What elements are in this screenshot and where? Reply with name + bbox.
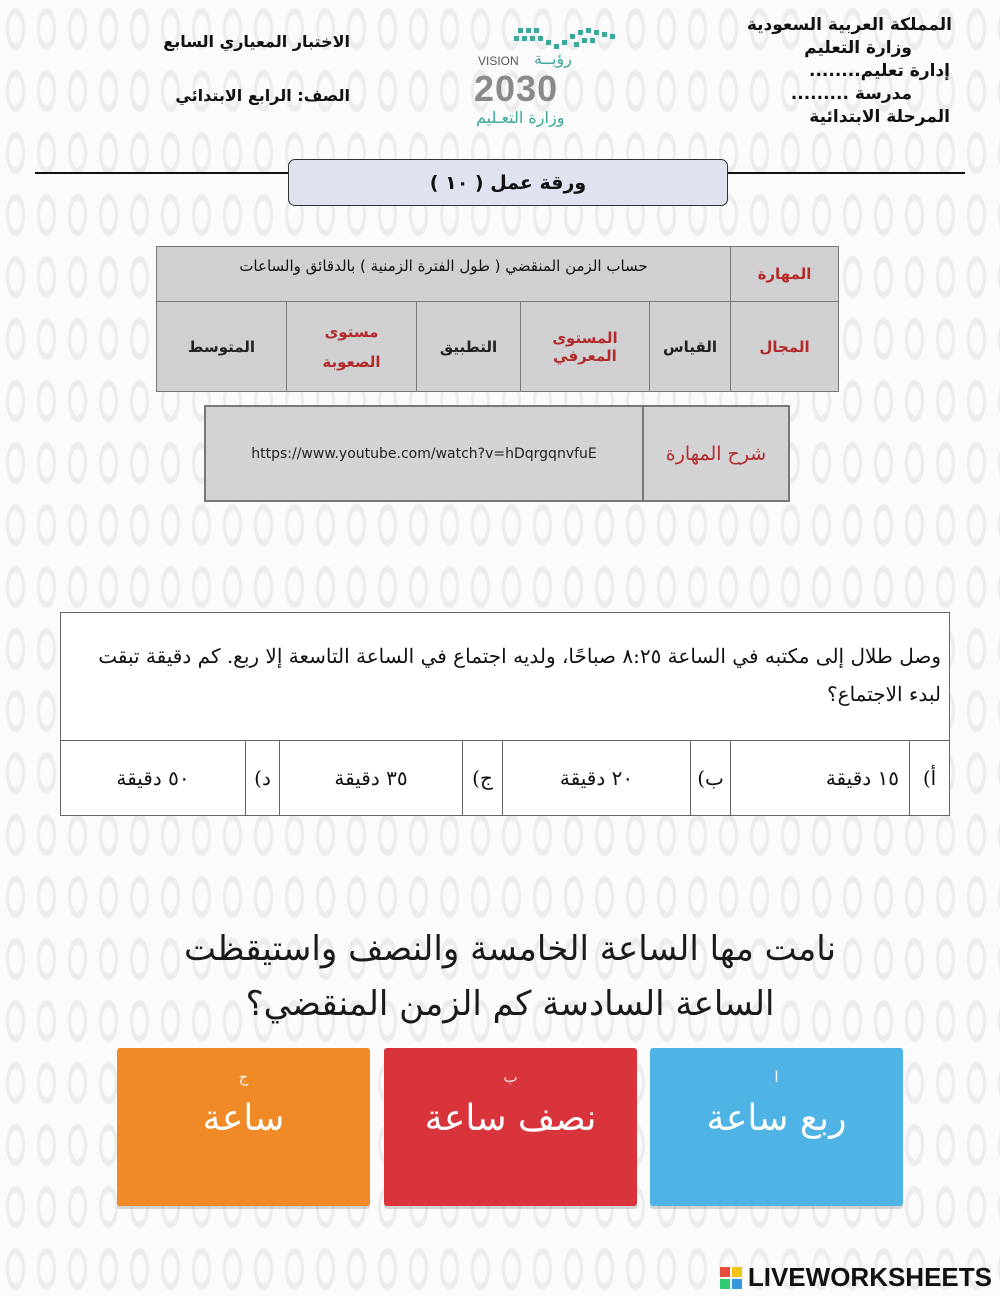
option-value[interactable]: ٢٠ دقيقة [502,741,690,815]
question-2-line: نامت مها الساعة الخامسة والنصف واستيقظت [183,929,837,969]
logo-ruya-text: رؤيــة [534,49,572,68]
cognitive-label: المستوى المعرفي [521,302,650,392]
option-letter: د) [245,741,279,815]
liveworksheets-brand [720,1262,992,1293]
skill-info-table [156,246,839,392]
question-2-line: الساعة السادسة كم الزمن المنقضي؟ [245,984,775,1024]
answer-letter: ج [238,1068,249,1086]
option-letter: ب) [690,741,730,815]
option-value[interactable]: ٥٠ دقيقة [116,766,190,790]
option-letter: ج) [462,741,502,815]
skill-label: المهارة [731,247,839,302]
option-letter: أ) [909,741,949,815]
logo-vision-text: VISION [478,54,519,68]
test-name: الاختبار المعياري السابع [163,32,350,51]
domain-label: المجال [731,302,839,392]
header-line: مدرسة ......... [790,84,912,104]
answer-value: ربع ساعة [706,1098,847,1139]
option-value[interactable]: ٣٥ دقيقة [279,741,462,815]
explanation-label: شرح المهارة [642,407,788,500]
skill-explanation-box [204,405,790,502]
cognitive-value: التطبيق [417,302,521,392]
header-line: المملكة العربية السعودية [746,15,952,35]
question-1-options [61,741,949,815]
brand-text: LIVEWORKSHEETS [747,1262,992,1292]
header-ministry-block [722,14,952,129]
difficulty-label: مستوى الصعوبة [287,302,417,392]
answer-a-button[interactable] [650,1048,903,1206]
explanation-link[interactable]: https://www.youtube.com/watch?v=hDqrgqnvfuE [251,445,597,462]
logo-year-text: 2030 [474,68,559,109]
brand-logo-icon [720,1267,742,1289]
option-value[interactable]: ١٥ دقيقة [730,741,909,815]
answer-letter: ا [774,1068,779,1086]
domain-value: القياس [650,302,731,392]
question-1-text: وصل طلال إلى مكتبه في الساعة ٨:٢٥ صباحًا، ولديه اجتماع في الساعة التاسعة إلا ربع. كم دقيقة تبقت لبدء الاجتماع؟ [61,613,949,741]
answer-b-button[interactable] [384,1048,637,1206]
answer-value: نصف ساعة [424,1098,597,1139]
difficulty-value: المتوسط [157,302,287,392]
skill-value: حساب الزمن المنقضي ( طول الفترة الزمنية ) بالدقائق والساعات [157,247,731,302]
question-2-text [80,922,940,1032]
logo-ministry-text: وزارة التعـليم [476,108,565,127]
header-line: المرحلة الابتدائية [809,107,950,127]
answer-c-button[interactable] [117,1048,370,1206]
vision-2030-logo [470,22,630,132]
question-1 [60,612,950,816]
header-line: وزارة التعليم [804,38,912,58]
worksheet-title: ورقة عمل ( ١٠ ) [288,159,728,206]
answer-value: ساعة [202,1098,285,1139]
header-line: إدارة تعليم........ [809,61,950,81]
grade-label: الصف: الرابع الابتدائي [175,86,350,105]
answer-letter: ب [503,1068,518,1086]
